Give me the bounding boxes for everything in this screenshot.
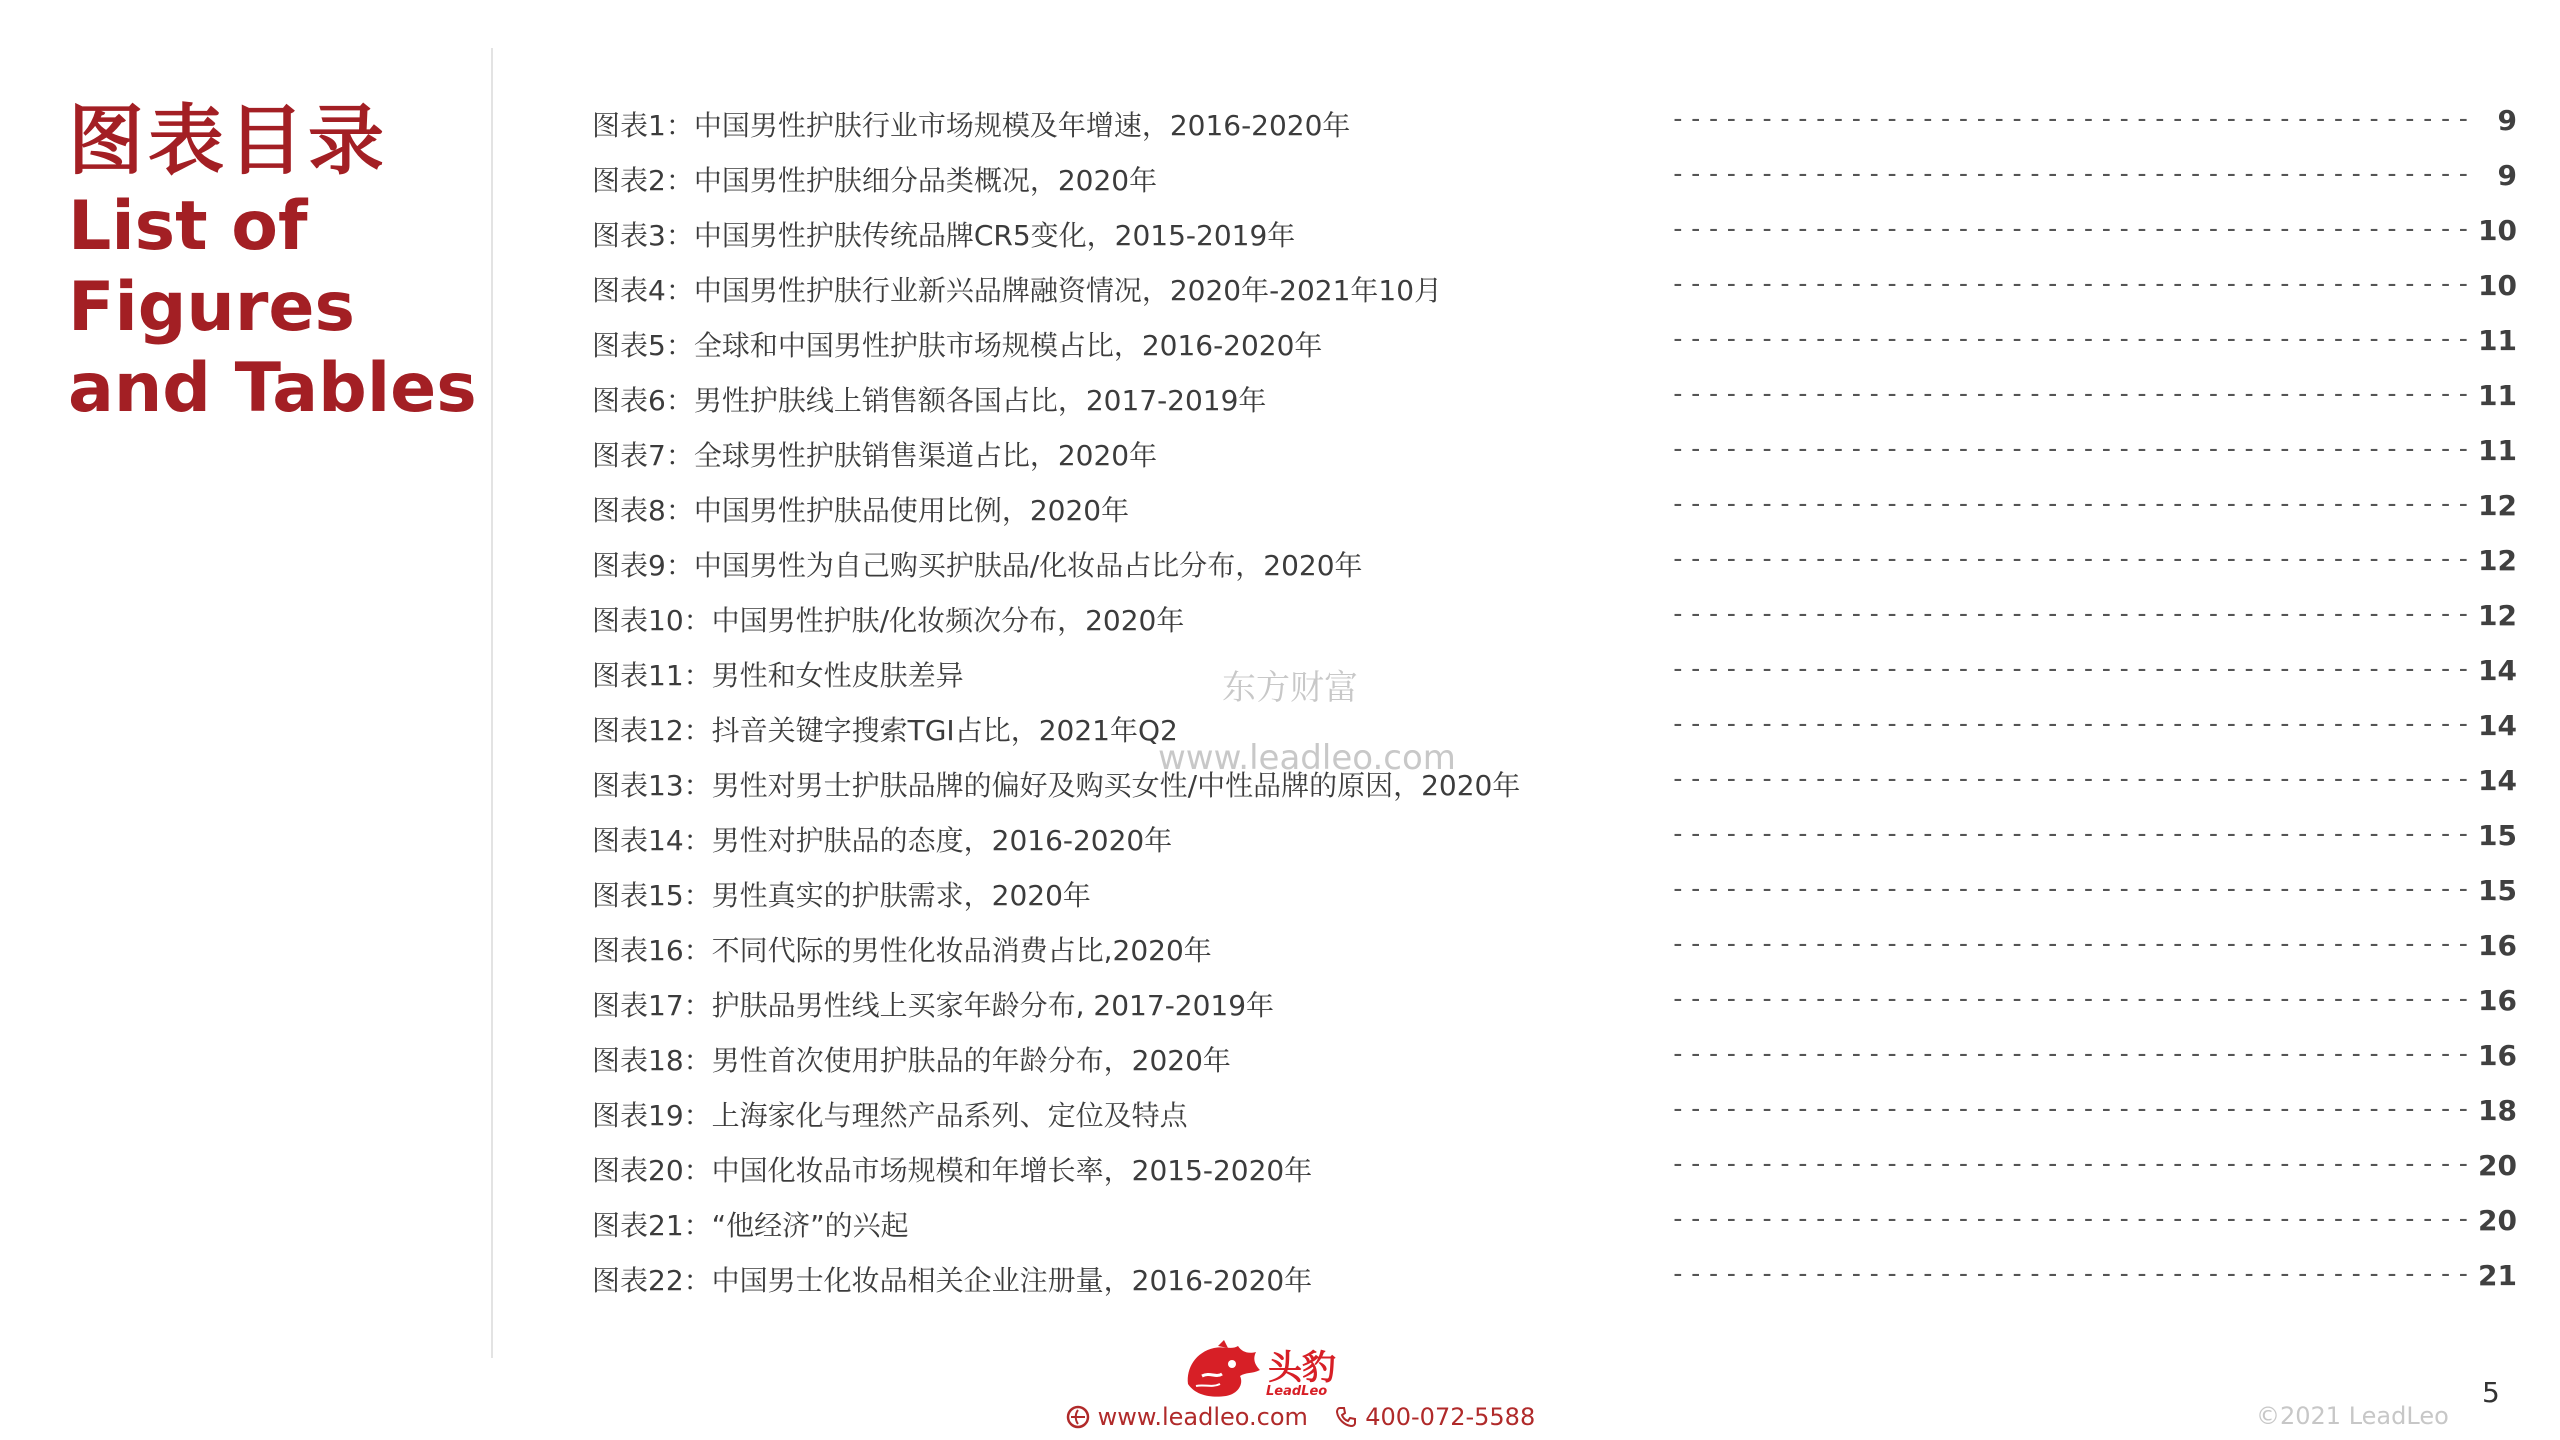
- toc-leader-dashes: ---------------------------------------------: [1670, 764, 2474, 794]
- toc-leader-dashes: ---------------------------------------------: [1670, 874, 2474, 904]
- toc-entry[interactable]: [592, 701, 2517, 756]
- toc-leader-dashes: ---------------------------------------------: [1670, 269, 2474, 299]
- toc-entry[interactable]: [592, 646, 2517, 701]
- title-block: [68, 96, 477, 429]
- toc-leader-dashes: ---------------------------------------------: [1670, 489, 2474, 519]
- toc-entry-label: 图表18：男性首次使用护肤品的年龄分布，2020年: [592, 1044, 1231, 1077]
- web-icon: [1066, 1405, 1090, 1429]
- toc-entry-page: 10: [2478, 269, 2517, 302]
- toc-entry[interactable]: [592, 1141, 2517, 1196]
- toc-entry[interactable]: [592, 481, 2517, 536]
- toc-entry-label: 图表12：抖音关键字搜索TGI占比，2021年Q2: [592, 714, 1178, 747]
- toc-entry-page: 9: [2497, 159, 2517, 192]
- toc-leader-dashes: ---------------------------------------------: [1670, 929, 2474, 959]
- toc-entry-page: 16: [2478, 984, 2517, 1017]
- toc-entry-page: 10: [2478, 214, 2517, 247]
- watermark-url: www.leadleo.com: [1158, 738, 1456, 778]
- toc-leader-dashes: ---------------------------------------------: [1670, 709, 2474, 739]
- toc-leader-dashes: ---------------------------------------------: [1670, 984, 2474, 1014]
- toc-entry[interactable]: [592, 1196, 2517, 1251]
- toc-entry-label: 图表2：中国男性护肤细分品类概况，2020年: [592, 164, 1158, 197]
- toc-entry-page: 11: [2478, 434, 2517, 467]
- toc-leader-dashes: ---------------------------------------------: [1670, 1149, 2474, 1179]
- toc-leader-dashes: ---------------------------------------------: [1670, 1039, 2474, 1069]
- toc-leader-dashes: ---------------------------------------------: [1670, 1204, 2474, 1234]
- toc-leader-dashes: ---------------------------------------------: [1670, 1259, 2474, 1289]
- toc-entry[interactable]: [592, 371, 2517, 426]
- toc-entry-page: 18: [2478, 1094, 2517, 1127]
- toc-entry-page: 15: [2478, 819, 2517, 852]
- toc-entry-page: 20: [2478, 1149, 2517, 1182]
- toc-entry-label: 图表21：“他经济”的兴起: [592, 1209, 909, 1242]
- toc-entry-label: 图表13：男性对男士护肤品牌的偏好及购买女性/中性品牌的原因，2020年: [592, 769, 1521, 802]
- toc-entry-page: 12: [2478, 599, 2517, 632]
- toc-entry[interactable]: [592, 756, 2517, 811]
- toc-entry[interactable]: [592, 811, 2517, 866]
- toc-entry-label: 图表20：中国化妆品市场规模和年增长率，2015-2020年: [592, 1154, 1313, 1187]
- toc-leader-dashes: ---------------------------------------------: [1670, 1094, 2474, 1124]
- toc-entry-label: 图表22：中国男士化妆品相关企业注册量，2016-2020年: [592, 1264, 1313, 1297]
- title-chinese: 图表目录: [68, 96, 388, 185]
- footer-phone: 400-072-5588: [1365, 1403, 1536, 1431]
- toc-entry-label: 图表1：中国男性护肤行业市场规模及年增速，2016-2020年: [592, 109, 1351, 142]
- toc-entry-page: 11: [2478, 324, 2517, 357]
- toc-entry-label: 图表14：男性对护肤品的态度，2016-2020年: [592, 824, 1173, 857]
- toc-entry[interactable]: [592, 921, 2517, 976]
- footer-contact: [1066, 1402, 1535, 1431]
- toc-leader-dashes: ---------------------------------------------: [1670, 214, 2474, 244]
- toc-entry-label: 图表10：中国男性护肤/化妆频次分布，2020年: [592, 604, 1185, 637]
- toc-entry-page: 12: [2478, 544, 2517, 577]
- toc-entry[interactable]: [592, 1251, 2517, 1306]
- logo-brand-name: 头豹: [1268, 1348, 1336, 1388]
- title-english-line-3: and Tables: [68, 349, 477, 428]
- toc-entry-page: 9: [2497, 104, 2517, 137]
- toc-entry[interactable]: [592, 426, 2517, 481]
- toc-entry[interactable]: [592, 206, 2517, 261]
- toc-entry-page: 20: [2478, 1204, 2517, 1237]
- leopard-head-icon: [1182, 1340, 1264, 1400]
- toc-entry-page: 14: [2478, 709, 2517, 742]
- toc-entry-label: 图表3：中国男性护肤传统品牌CR5变化，2015-2019年: [592, 219, 1296, 252]
- toc-entry-label: 图表11：男性和女性皮肤差异: [592, 659, 964, 692]
- toc-entry[interactable]: [592, 1031, 2517, 1086]
- toc-entry[interactable]: [592, 316, 2517, 371]
- toc-entry[interactable]: [592, 591, 2517, 646]
- toc-entry-page: 16: [2478, 1039, 2517, 1072]
- toc-entry-page: 16: [2478, 929, 2517, 962]
- toc-entry[interactable]: [592, 261, 2517, 316]
- toc-leader-dashes: ---------------------------------------------: [1670, 599, 2474, 629]
- toc-entry-label: 图表16：不同代际的男性化妆品消费占比,2020年: [592, 934, 1212, 967]
- toc-entry-label: 图表5：全球和中国男性护肤市场规模占比，2016-2020年: [592, 329, 1323, 362]
- footer-website[interactable]: www.leadleo.com: [1097, 1403, 1308, 1431]
- toc-entry-label: 图表15：男性真实的护肤需求，2020年: [592, 879, 1091, 912]
- toc-entry-page: 21: [2478, 1259, 2517, 1292]
- toc-leader-dashes: ---------------------------------------------: [1670, 819, 2474, 849]
- toc-entry-label: 图表8：中国男性护肤品使用比例，2020年: [592, 494, 1130, 527]
- toc-leader-dashes: ---------------------------------------------: [1670, 654, 2474, 684]
- toc-entry[interactable]: [592, 976, 2517, 1031]
- toc-entry-page: 15: [2478, 874, 2517, 907]
- watermark-text: 东方财富: [1222, 668, 1358, 708]
- toc-entry-page: 14: [2478, 654, 2517, 687]
- toc-entry[interactable]: [592, 866, 2517, 921]
- toc-entry[interactable]: [592, 1086, 2517, 1141]
- toc-leader-dashes: ---------------------------------------------: [1670, 544, 2474, 574]
- page-number: 5: [2482, 1376, 2500, 1409]
- toc-entry-label: 图表9：中国男性为自己购买护肤品/化妆品占比分布，2020年: [592, 549, 1363, 582]
- toc-entry-label: 图表6：男性护肤线上销售额各国占比，2017-2019年: [592, 384, 1267, 417]
- toc-entry-label: 图表4：中国男性护肤行业新兴品牌融资情况，2020年-2021年10月: [592, 274, 1443, 307]
- toc-entry-page: 14: [2478, 764, 2517, 797]
- toc-leader-dashes: ---------------------------------------------: [1670, 434, 2474, 464]
- table-of-contents: [592, 96, 2517, 1306]
- toc-leader-dashes: ---------------------------------------------: [1670, 379, 2474, 409]
- toc-entry[interactable]: [592, 96, 2517, 151]
- toc-leader-dashes: ---------------------------------------------: [1670, 104, 2474, 134]
- toc-entry-label: 图表17：护肤品男性线上买家年龄分布, 2017-2019年: [592, 989, 1275, 1022]
- leadleo-logo: [1182, 1340, 1336, 1404]
- toc-entry[interactable]: [592, 536, 2517, 591]
- logo-brand-subtitle: LeadLeo: [1266, 1384, 1328, 1399]
- toc-leader-dashes: ---------------------------------------------: [1670, 324, 2474, 354]
- copyright: ©2021 LeadLeo: [2256, 1402, 2449, 1430]
- title-english-line-2: Figures: [68, 268, 355, 347]
- toc-entry-label: 图表7：全球男性护肤销售渠道占比，2020年: [592, 439, 1158, 472]
- phone-icon: [1334, 1405, 1358, 1429]
- vertical-divider: [491, 48, 493, 1358]
- toc-entry-label: 图表19：上海家化与理然产品系列、定位及特点: [592, 1099, 1188, 1132]
- toc-entry[interactable]: [592, 151, 2517, 206]
- toc-entry-page: 11: [2478, 379, 2517, 412]
- title-english-line-1: List of: [68, 187, 308, 266]
- toc-leader-dashes: ---------------------------------------------: [1670, 159, 2474, 189]
- toc-entry-page: 12: [2478, 489, 2517, 522]
